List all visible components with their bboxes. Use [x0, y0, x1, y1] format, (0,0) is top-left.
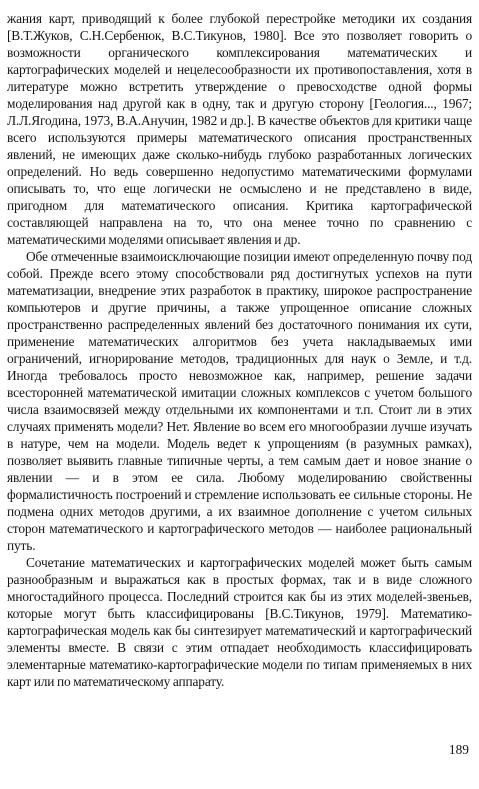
paragraph: Сочетание математических и картографических моделей может быть самым разнообразным и выражаться как в простых формах, так и в виде сложного многостадийного процесса. Последний строится как бы из этих моделей-звеньев, которые могут быть классифицированы [В.С.Тикунов, 1979]. Математико-картографическая модель как бы синтезирует математический и картографический элементы вместе. В связи с этим отпадает необходимость классифицировать элементарные математико-картографические модели по типам применяемых в них карт или по математическому аппарату.	[7, 555, 472, 689]
paragraph: Обе отмеченные взаимоисключающие позиции имеют определенную почву под собой. Прежде всего этому способствовали ряд достигнутых успехов на пути математизации, внедрение этих разработок в практику, широкое распространение компьютеров и другие причины, а также упрощенное описание сложных пространственно распределенных явлений без достаточного понимания их сути, применение математических алгоритмов без учета накладываемых ими ограничений, игнорирование методов, традиционных для наук о Земле, и т.д. Иногда требовалось просто невозможное как, например, решение задачи всесторонней математической имитации сложных комплексов с учетом большого числа взаимосвязей между отдельными их компонентами и т.п. Стоит ли в этих случаях применять модели? Нет. Явление во всем его многообразии лучше изучать в натуре, чем на модели. Модель ведет к упрощениям (в разумных рамках), позволяет выявить главные типичные черты, а тем самым дает и новое знание о явлении — и в этом ее сила. Любому моделированию свойственны формалистичность построений и стремление использовать ее сильные стороны. Не подмена одних методов другими, а их взаимное дополнение с учетом сильных сторон математического и картографического методов — наиболее рациональный путь.	[7, 249, 472, 553]
page-number: 189	[448, 742, 469, 757]
body-text	[7, 10, 472, 690]
paragraph-continued: жания карт, приводящий к более глубокой перестройке методики их создания [В.Т.Жуков, С.Н.Сербенюк, В.С.Тикунов, 1980]. Все это позволяет говорить о возможности органического комплексирования математических и картографических моделей и нецелесообразности их противопоставления, хотя в литературе можно встретить утверждение о превосходстве одной формы моделирования над другой как в одну, так и другую сторону [Геология..., 1967; Л.Л.Ягодина, 1973, В.А.Анучин, 1982 и др.]. В качестве объектов для критики чаще всего используются примеры математического описания пространственных явлений, не имеющих даже сколько-нибудь глубоко разработанных логических определений. Но ведь совершенно недопустимо математическими формулами описывать то, что еще логически не осмыслено и не представлено в виде, пригодном для математического описания. Критика картографической составляющей направлена на то, что она менее точно по сравнению с математическими моделями описывает явления и др.	[7, 11, 472, 247]
